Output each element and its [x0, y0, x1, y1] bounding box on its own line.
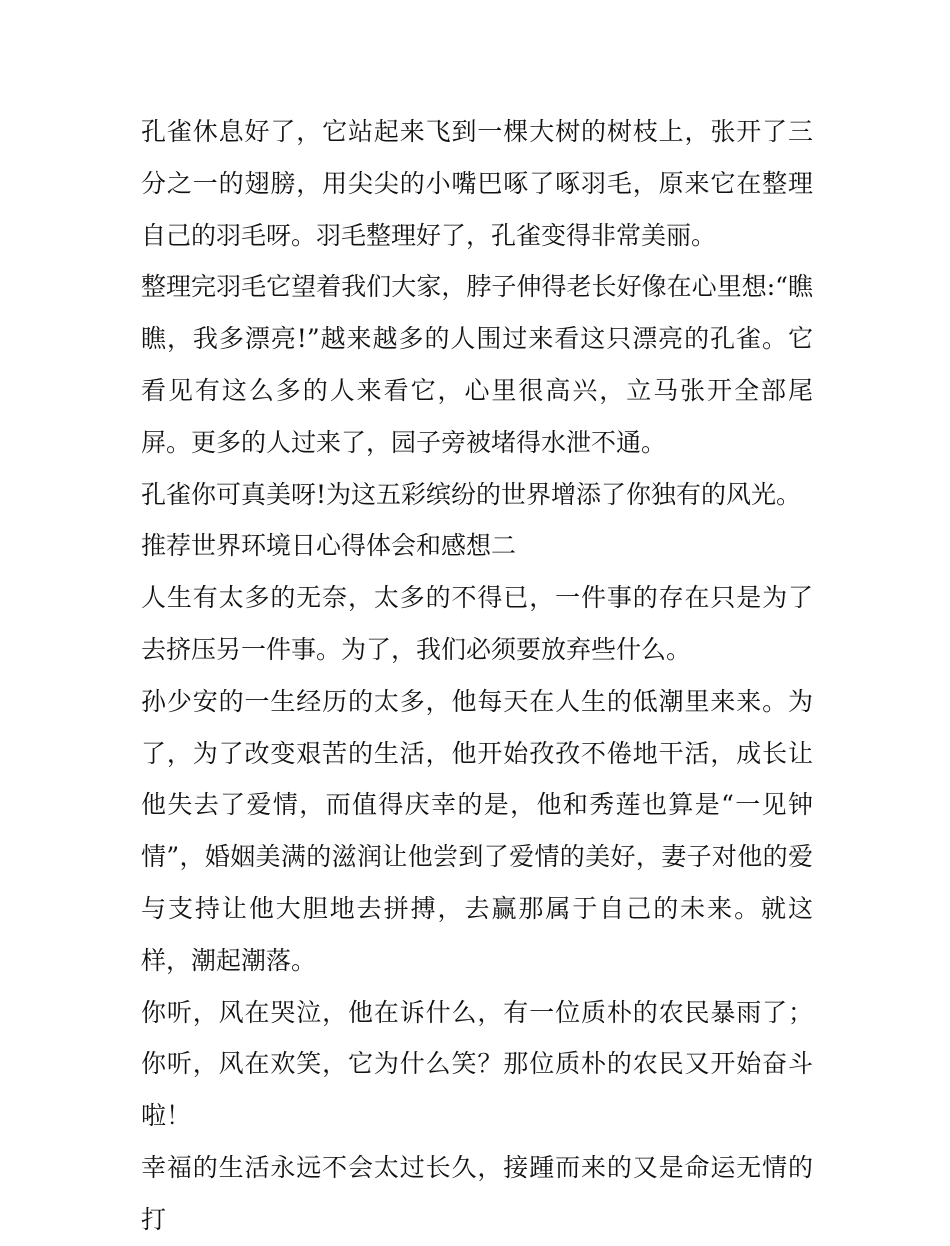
paragraph-peacock-preening: 孔雀休息好了，它站起来飞到一棵大树的树枝上，张开了三分之一的翅膀，用尖尖的小嘴巴啄了啄羽毛，原来它在整理自己的羽毛呀。羽毛整理好了，孔雀变得非常美丽。 [141, 117, 813, 250]
paragraph-sun-shaoan: 孙少安的一生经历的太多，他每天在人生的低潮里来来。为了，为了改变艰苦的生活，他开始孜孜不倦地干活，成长让他失去了爱情，而值得庆幸的是，他和秀莲也算是“一见钟情”，婚姻美满的滋润让他尝到了爱情的美好，妻子对他的爱与支持让他大胆地去拼搏，去赢那属于自己的未来。就这样，潮起潮落。 [141, 686, 813, 975]
section-heading: 推荐世界环境日心得体会和感想二 [141, 531, 517, 561]
paragraph-peacock-crowd: 整理完羽毛它望着我们大家，脖子伸得老长好像在心里想:“瞧瞧，我多漂亮!”越来越多的人围过来看这只漂亮的孔雀。它看见有这么多的人来看它，心里很高兴，立马张开全部尾屏。更多的人过来了，园子旁被堵得水泄不通。 [141, 272, 813, 457]
document-body [141, 106, 813, 1246]
paragraph-peacock-beauty: 孔雀你可真美呀!为这五彩缤纷的世界增添了你独有的风光。 [141, 479, 802, 509]
paragraph-wind: 你听，风在哭泣，他在诉什么，有一位质朴的农民暴雨了；你听，风在欢笑，它为什么笑？那位质朴的农民又开始奋斗啦！ [141, 997, 813, 1131]
paragraph-happiness: 幸福的生活永远不会太过长久，接踵而来的又是命运无情的打 [141, 1152, 813, 1234]
paragraph-life-helplessness: 人生有太多的无奈，太多的不得已，一件事的存在只是为了去挤压另一件事。为了，我们必须要放弃些什么。 [141, 583, 813, 664]
